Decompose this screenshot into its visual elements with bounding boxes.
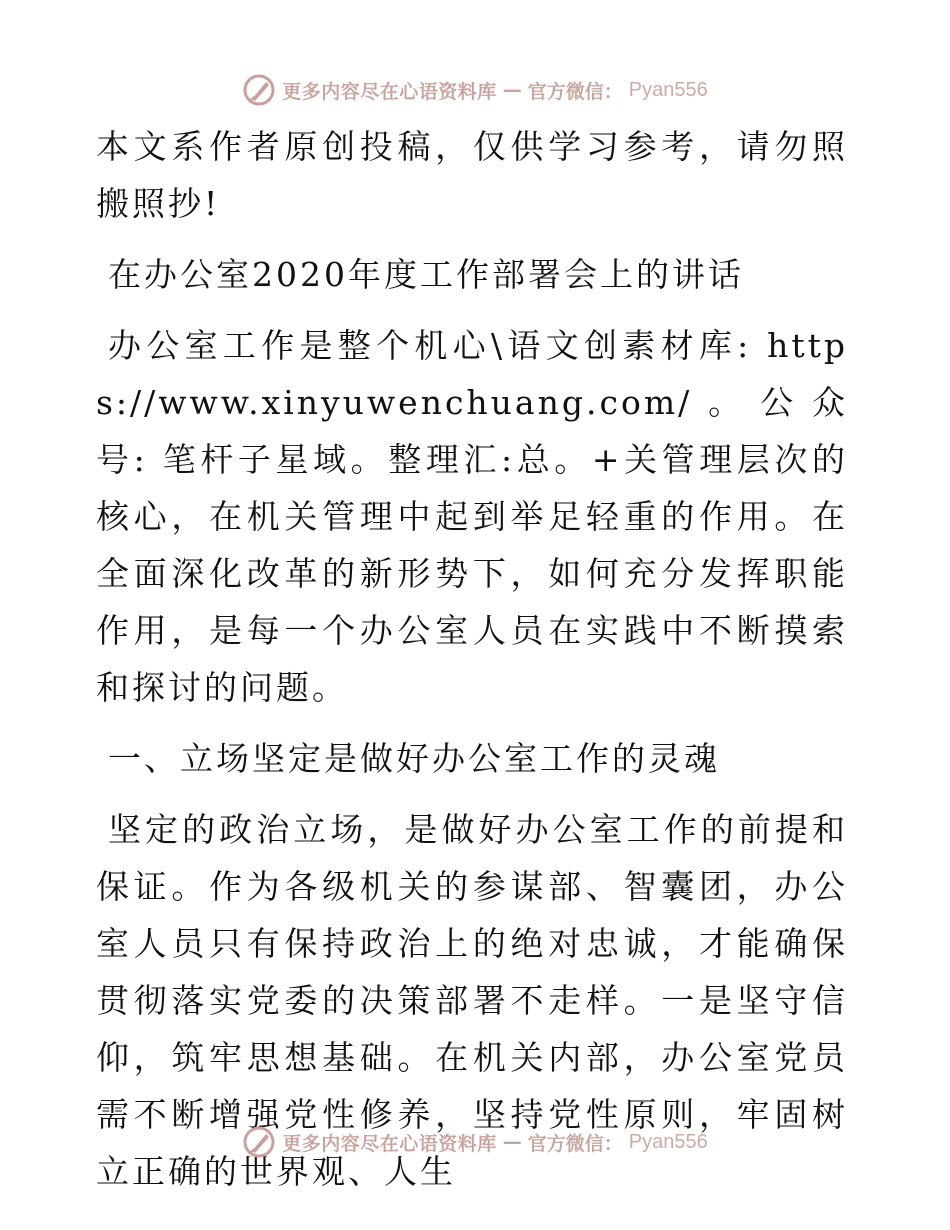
watermark-wechat-id: Pyan556 xyxy=(628,78,708,101)
disclaimer-paragraph: 本文系作者原创投稿，仅供学习参考，请勿照搬照抄! xyxy=(96,127,848,223)
watermark-official-label: 官方微信： xyxy=(527,80,623,103)
header-watermark xyxy=(0,70,950,110)
quill-pen-logo-icon xyxy=(242,73,276,107)
footer-watermark xyxy=(0,1122,950,1162)
section-heading: 一、立场坚定是做好办公室工作的灵魂 xyxy=(108,739,720,778)
watermark-text: 更多内容尽在心语资料库 xyxy=(282,1132,497,1155)
watermark-dash: — xyxy=(502,1131,522,1153)
document-body xyxy=(96,118,848,1214)
watermark-official-label: 官方微信： xyxy=(527,1132,623,1155)
watermark-text: 更多内容尽在心语资料库 xyxy=(282,80,497,103)
watermark-dash: — xyxy=(502,79,522,101)
document-title: 在办公室2020年度工作部署会上的讲话 xyxy=(108,255,744,294)
quill-pen-logo-icon xyxy=(242,1125,276,1159)
intro-paragraph: 办公室工作是整个机心\语文创素材库: https://www.xinyuwenchuang.com/。公众号: 笔杆子星域。整理汇:总。+关管理层次的核心，在机关管理中起到举足轻重的作用。在全面深化改革的新形势下，如何充分发挥职能作用，是每一个办公室人员在实践中不断摸索和探讨的问题。 xyxy=(96,326,848,707)
body-paragraph: 坚定的政治立场，是做好办公室工作的前提和保证。作为各级机关的参谋部、智囊团，办公室人员只有保持政治上的绝对忠诚，才能确保贯彻落实党委的决策部署不走样。一是坚守信仰，筑牢思想基础。在机关内部，办公室党员需不断增强党性修养，坚持党性原则，牢固树立正确的世界观、人生 xyxy=(96,810,848,1191)
watermark-wechat-id: Pyan556 xyxy=(628,1130,708,1153)
